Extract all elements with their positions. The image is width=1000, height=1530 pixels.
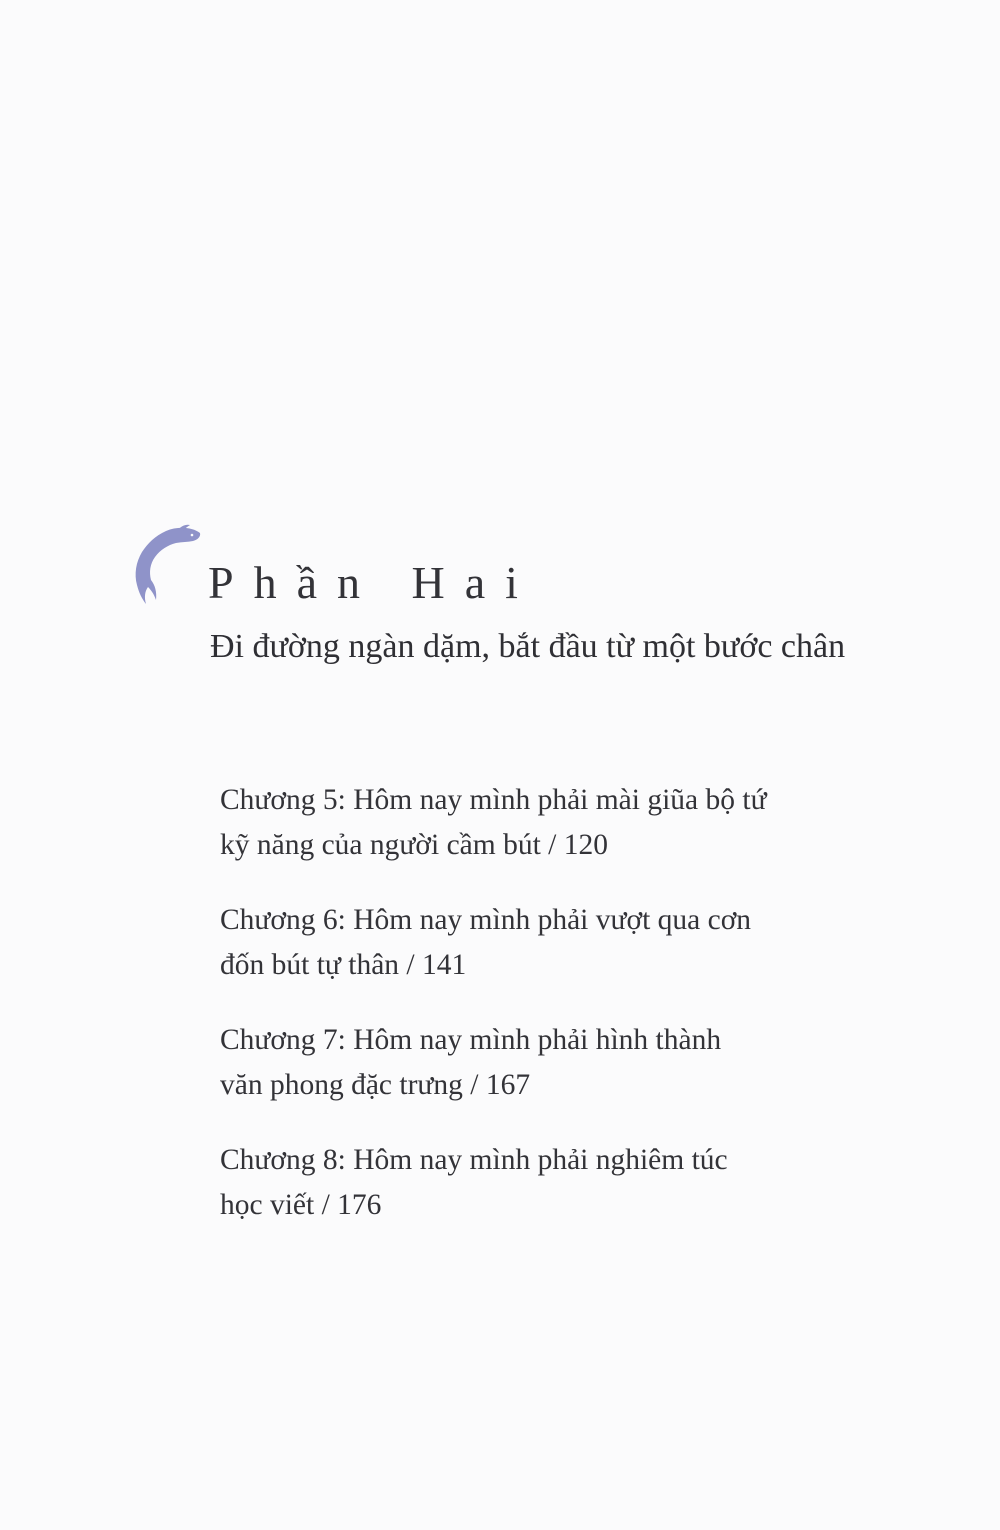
fish-icon: [126, 524, 204, 608]
toc-item-chapter-6: [220, 898, 880, 988]
toc-line: kỹ năng của người cầm bút / 120: [220, 829, 608, 861]
table-of-contents: [220, 778, 880, 1258]
toc-line: học viết / 176: [220, 1189, 382, 1221]
part-subtitle: Đi đường ngàn dặm, bắt đầu từ một bước chân: [210, 628, 846, 665]
toc-line: văn phong đặc trưng / 167: [220, 1069, 531, 1101]
part-title: Phần Hai: [208, 557, 538, 608]
toc-line: Chương 7: Hôm nay mình phải hình thành: [220, 1024, 722, 1056]
toc-item-chapter-8: [220, 1138, 880, 1228]
toc-line: Chương 5: Hôm nay mình phải mài giũa bộ tứ: [220, 784, 767, 816]
toc-line: Chương 8: Hôm nay mình phải nghiêm túc: [220, 1144, 728, 1176]
toc-line: đốn bút tự thân / 141: [220, 949, 467, 981]
toc-item-chapter-7: [220, 1018, 880, 1108]
toc-item-chapter-5: [220, 778, 880, 868]
toc-line: Chương 6: Hôm nay mình phải vượt qua cơn: [220, 904, 752, 936]
